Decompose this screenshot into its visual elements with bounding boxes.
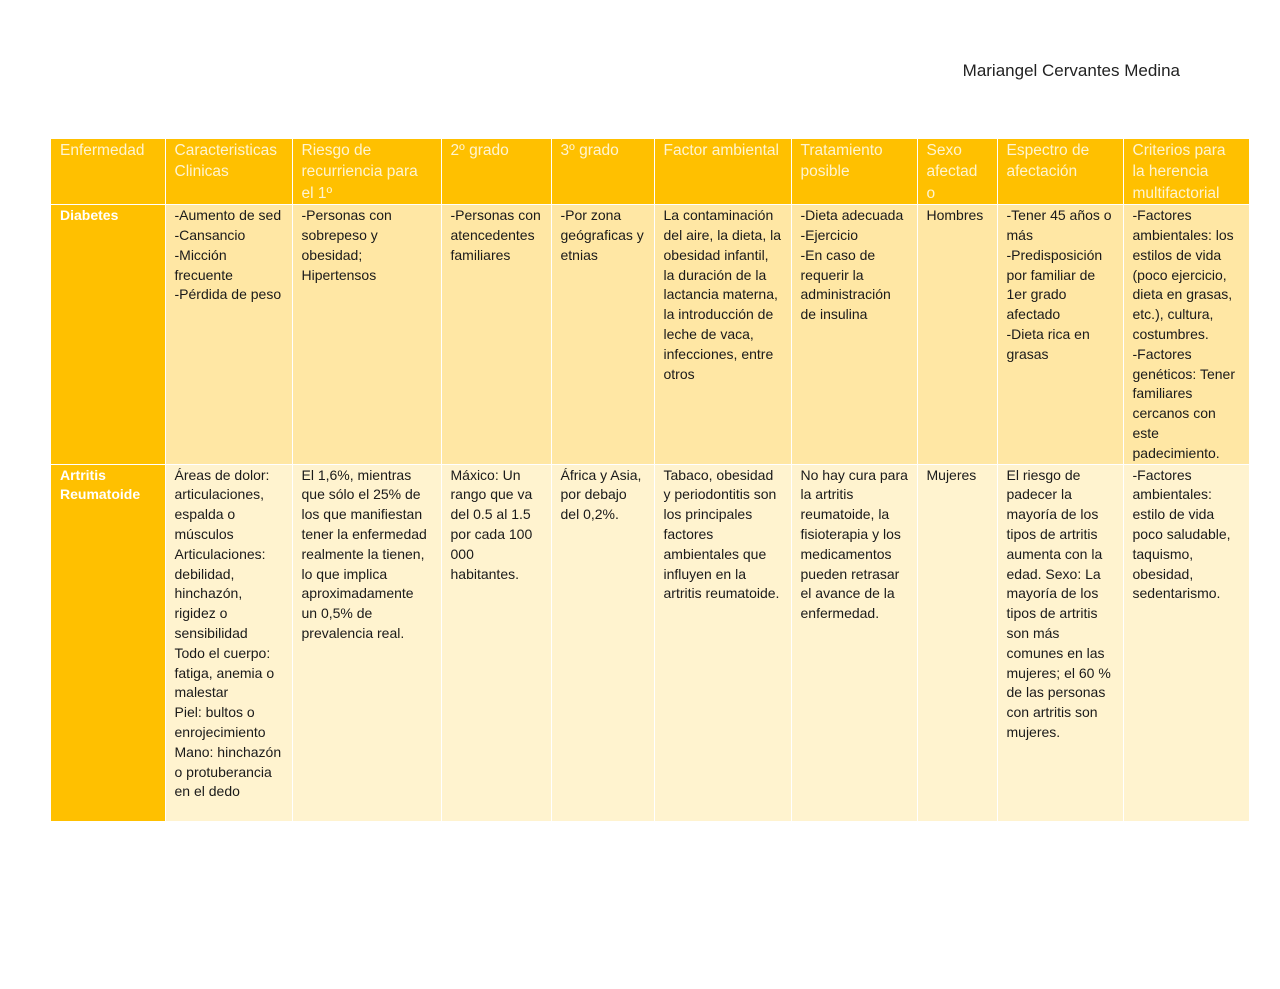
author-name: Mariangel Cervantes Medina [962,61,1180,80]
table-header-row [51,139,1249,205]
second-degree-cell [441,464,551,821]
clinical-line: Áreas de dolor: articulaciones, espalda o músculos [174,466,270,542]
spectrum-line: -Tener 45 años o más [1006,207,1112,244]
treatment-line: -Dieta adecuada [800,207,904,224]
treatment-line: -Ejercicio [800,227,859,244]
spectrum-cell [997,205,1123,464]
column-header-criterios: Criterios para la herencia multifactorial [1123,139,1249,205]
column-header-enfermedad: Enfermedad [51,139,165,205]
sex-cell: Mujeres [917,464,997,821]
third-degree-cell [551,464,654,821]
column-header-tratamiento: Tratamiento posible [791,139,917,205]
column-header-caracteristicas: Caracteristicas Clinicas [165,139,292,205]
column-header-3-grado: 3º grado [551,139,654,205]
spectrum-line: -Dieta rica en grasas [1006,326,1090,362]
column-header-factor-ambiental: Factor ambiental [654,139,791,205]
second-degree-text: -Personas con atencedentes familiares [450,207,541,263]
disease-comparison-table [51,139,1250,821]
column-header-sexo: Sexo afectad o [917,139,997,205]
treatment-cell [791,205,917,464]
clinical-line: Todo el cuerpo: fatiga, anemia o malestar [174,644,275,701]
third-degree-text: África y Asia, por debajo del 0,2%. [560,466,642,523]
clinical-line: Piel: bultos o enrojecimiento [174,704,266,740]
treatment-line: No hay cura para la artritis reumatoide, la fisioterapia y los medicamentos pueden retrasar el avance de la enfermedad. [800,466,908,622]
third-degree-text: -Por zona geógraficas y etnias [560,207,644,263]
environmental-text: Tabaco, obesidad y periodontitis son los principales factores ambientales que influyen en la artritis reumatoide. [663,466,780,602]
risk-first-cell [292,464,441,821]
column-header-2-grado: 2º grado [441,139,551,205]
clinical-line: -Pérdida de peso [174,286,282,303]
column-header-espectro: Espectro de afectación [997,139,1123,205]
second-degree-text: Máxico: Un rango que va del 0.5 al 1.5 por cada 100 000 habitantes. [450,466,533,582]
spectrum-line: El riesgo de padecer la mayoría de los tipos de artritis aumenta con la edad. Sexo: La mayoría de los tipos de artritis son más comunes en las mujeres; el 60 % de las personas con artritis son mujeres. [1006,466,1111,740]
treatment-cell [791,464,917,821]
clinical-line: -Aumento de sed [174,207,282,224]
table-row-artritis-reumatoide [51,464,1249,821]
treatment-line: -En caso de requerir la administración de insulina [800,246,891,323]
clinical-line: Mano: hinchazón o protuberancia en el dedo [174,743,282,800]
table-row-diabetes [51,205,1249,464]
third-degree-cell [551,205,654,464]
environmental-text: La contaminación del aire, la dieta, la obesidad infantil, la duración de la lactancia materna, la introducción de leche de vaca, infecciones, entre otros [663,207,782,382]
clinical-line: Articulaciones: debilidad, hinchazón, rigidez o sensibilidad [174,545,266,641]
disease-name: Artritis Reumatoide [51,464,165,821]
criteria-line: -Factores ambientales: los estilos de vida (poco ejercicio, dieta en grasas, etc.), cultura, costumbres. [1132,207,1234,342]
criteria-line: -Factores genéticos: Tener familiares cercanos con este padecimiento. [1132,345,1235,461]
environmental-cell [654,205,791,464]
clinical-line: -Micción frecuente [174,246,233,283]
criteria-cell [1123,205,1249,464]
clinical-cell [165,464,292,821]
sex-cell: Hombres [917,205,997,464]
second-degree-cell [441,205,551,464]
criteria-cell [1123,464,1249,821]
spectrum-line: -Predisposición por familiar de 1er grado afectado [1006,246,1103,323]
environmental-cell [654,464,791,821]
risk-first-text: El 1,6%, mientras que sólo el 25% de los que manifiestan tener la enfermedad realmente la tienen, lo que implica aproximadamente un 0,5% de prevalencia real. [301,466,427,641]
spectrum-cell [997,464,1123,821]
risk-first-text: -Personas con sobrepeso y obesidad; Hipertensos [301,207,392,283]
risk-first-cell [292,205,441,464]
clinical-line: -Cansancio [174,227,246,244]
column-header-riesgo: Riesgo de recurriencia para el 1º [292,139,441,205]
disease-name: Diabetes [51,205,165,464]
clinical-cell [165,205,292,464]
criteria-line: -Factores ambientales: estilo de vida poco saludable, taquismo, obesidad, sedentarismo. [1132,466,1231,602]
